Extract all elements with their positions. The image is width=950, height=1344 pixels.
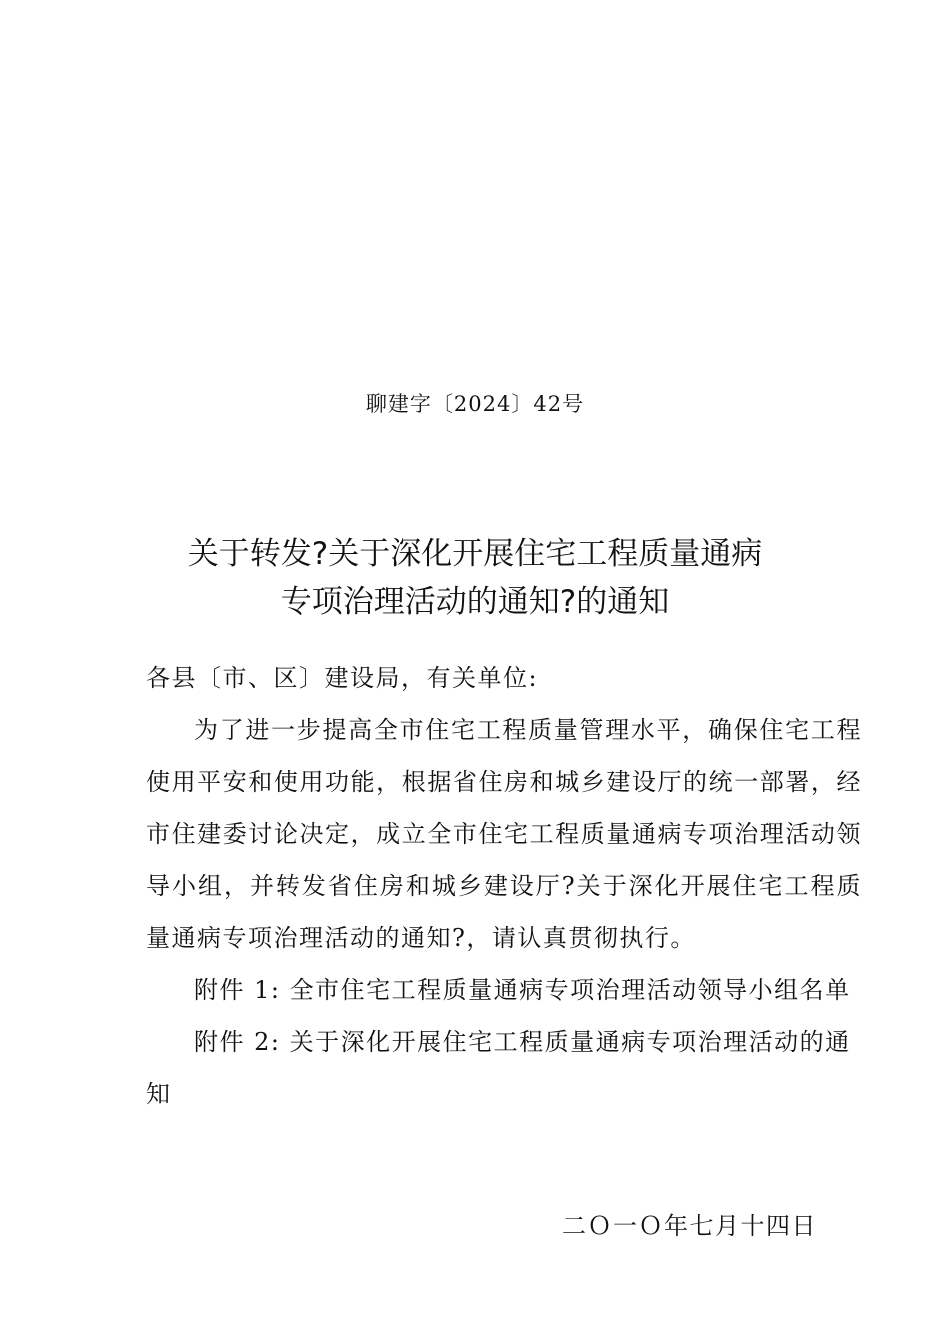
- attachment-2: 附件 2: 关于深化开展住宅工程质量通病专项治理活动的通知: [146, 1028, 851, 1108]
- body-paragraph: 为了进一步提高全市住宅工程质量管理水平，确保住宅工程使用平安和使用功能，根据省住房和城乡建设厅的统一部署，经市住建委讨论决定，成立全市住宅工程质量通病专项治理活动领导小组，并转发省住房和城乡建设厅?关于深化开展住宅工程质量通病专项治理活动的通知?，请认真贯彻执行。: [146, 716, 862, 952]
- document-date: 二Ｏ一Ｏ年七月十四日: [562, 1212, 817, 1240]
- document-title: [0, 530, 950, 626]
- attachment-1: 附件 1: 全市住宅工程质量通病专项治理活动领导小组名单: [194, 976, 851, 1004]
- document-body: [146, 652, 862, 1120]
- title-line-1: 关于转发?关于深化开展住宅工程质量通病: [187, 536, 763, 572]
- document-number: 聊建字〔2024〕42号: [365, 392, 585, 416]
- title-line-2: 专项治理活动的通知?的通知: [280, 584, 670, 620]
- salutation: 各县〔市、区〕建设局，有关单位:: [146, 664, 539, 692]
